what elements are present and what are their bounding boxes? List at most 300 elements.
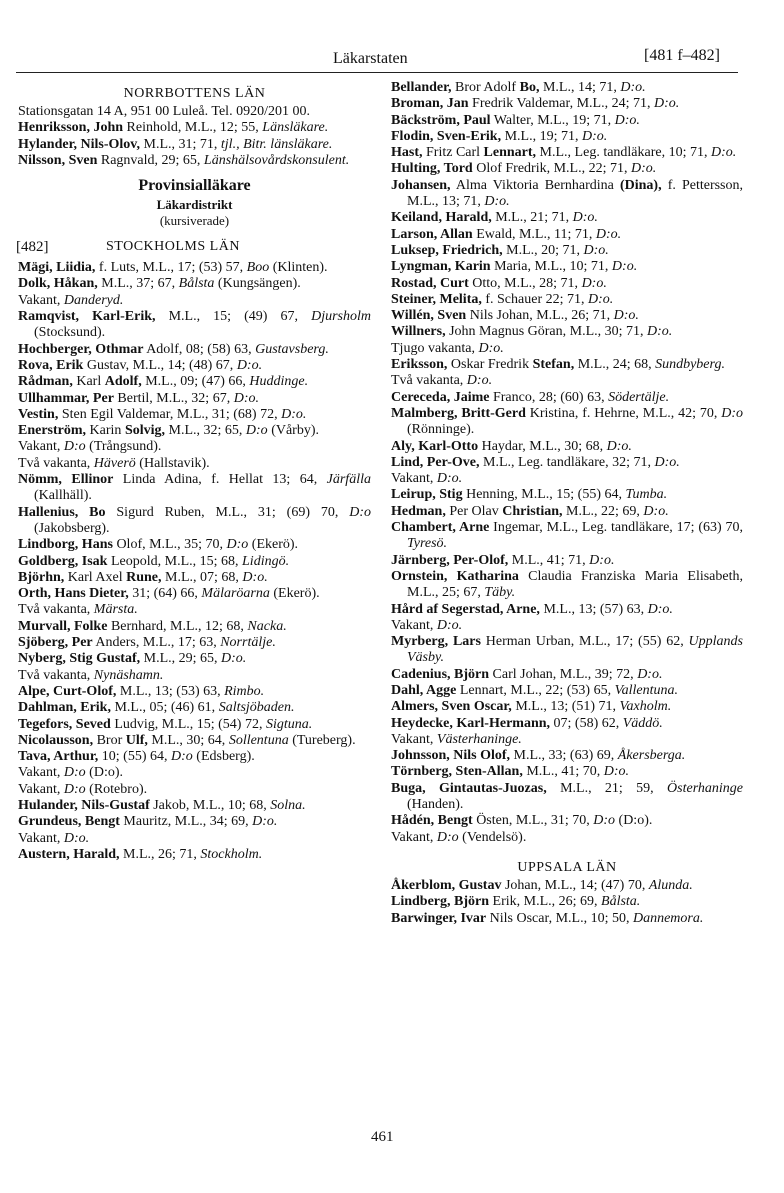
entry-details: Karl Axel [64,569,127,585]
directory-entry [18,717,371,733]
entry-location: Djursholm [311,309,371,325]
norrbotten-address: Stationsgatan 14 A, 951 00 Luleå. Tel. 0920/201 00. [18,104,310,119]
entry-name: Myrberg, Lars [391,634,481,650]
entry-details: Nils Johan, M.L., 26; 71, [466,308,614,324]
entry-location: Rimbo. [224,683,265,699]
entry-details: Olof Fredrik, M.L., 22; 71, [472,161,631,177]
entry-details: Oskar Fredrik [447,357,533,373]
entry-name: Cadenius, Björn [391,666,490,682]
entry-location: D:o. [581,128,608,144]
entry-details: M.L., 30; 64, [147,732,229,748]
directory-entry [391,390,743,406]
entry-details: Vakant, [18,765,64,781]
directory-entry [391,210,743,226]
entry-name: Mägi, Liidia, [18,260,96,276]
entry-location: Danderyd. [63,292,124,308]
entry-name: Rostad, Curt [391,275,469,291]
directory-entry [18,700,371,716]
entry-details: (Kallhäll). [34,488,92,504]
entry-details: Leopold, M.L., 15; 68, [107,553,243,569]
entry-location: Österhaninge [667,780,744,796]
entry-details: Två vakanta, [18,602,94,618]
entry-details: 10; (55) 64, [98,749,171,765]
entry-location: Sollentuna [228,732,289,748]
entry-location: Tumba. [625,487,668,503]
entry-name: Henriksson, John [18,120,124,136]
directory-entry [18,472,371,505]
directory-entry [391,243,743,259]
entry-location: Åkersberga. [617,748,686,764]
entry-details: Adolf, 08; (58) 63, [143,341,256,357]
entry-details: Mauritz, M.L., 34; 69, [119,814,253,830]
entry-details: Karl [72,374,105,390]
directory-entry [391,520,743,553]
directory-entry [391,878,743,894]
directory-entry [18,782,371,798]
directory-entry [18,358,371,374]
directory-entry [391,324,743,340]
entry-location: Alunda. [648,877,693,893]
entry-details: (Kungsängen). [214,276,301,292]
entry-location: D:o. [647,601,673,617]
entry-location: D:o. [589,552,615,568]
entry-details: M.L., 24; 68, [574,357,656,373]
directory-entry [391,227,743,243]
entry-details: M.L., 33; (63) 69, [510,748,618,764]
entry-name: Nicolausson, [18,732,94,748]
directory-entry [18,602,371,618]
provinsial-note: (kursiverade) [159,213,230,229]
directory-entry [391,716,743,732]
entry-name: Sjöberg, Per [18,635,93,651]
directory-entry [18,651,371,667]
entry-name: Rova, Erik [18,357,84,373]
entry-details: Jakob, M.L., 10; 68, [149,797,271,813]
entry-location: D:o [226,537,249,553]
entry-location: D:o. [572,210,598,226]
entry-location: D:o. [581,275,607,291]
entry-location: Västerhaninge. [436,731,522,747]
directory-entry [18,749,371,765]
entry-details: Två vakanta, [391,373,467,389]
stockholm-entries-continued [391,80,743,846]
entry-name: Austern, Harald, [18,846,120,862]
entry-name: Orth, Hans Dieter, [18,586,129,602]
entry-details: Alma Viktoria Bernhardina [450,177,620,193]
directory-entry [391,373,743,389]
directory-entry [18,765,371,781]
entry-name: Lindberg, Björn [391,894,490,910]
entry-details: f. Luts, M.L., 17; (53) 57, [95,260,247,276]
entry-details: M.L., 19; 71, [501,128,582,144]
directory-entry [18,423,371,439]
directory-entry [391,553,743,569]
entry-name: Ramqvist, Karl-Erik, [18,309,156,325]
entry-location: D:o [349,504,371,520]
entry-location: D:o [593,813,616,829]
entry-details: Sten Egil Valdemar, M.L., 31; (68) 72, [58,406,282,422]
directory-entry [391,471,743,487]
entry-name: Willners, [391,324,446,340]
entry-details: Ewald, M.L., 11; 71, [472,226,596,242]
directory-entry [391,406,743,439]
entry-name: Tegefors, Seved [18,716,111,732]
entry-name: Alpe, Curt-Olof, [18,683,117,699]
entry-name: Chambert, Arne [391,520,490,536]
entry-location: D:o. [613,308,639,324]
directory-entry [391,357,743,373]
directory-entry [18,554,371,570]
entry-name: Bellander, [391,80,452,95]
entry-location: D:o. [466,373,493,389]
entry-name: Hulander, Nils-Gustaf [18,797,150,813]
entry-details: Gustav, M.L., 14; (48) 67, [83,357,237,373]
entry-name: Broman, Jan [391,96,469,112]
entry-details: M.L., 21; 59, [546,780,668,796]
entry-name: Bäckström, Paul [391,112,491,128]
directory-entry [18,342,371,358]
directory-entry [18,684,371,700]
entry-location: Huddinge. [249,374,309,390]
entry-name: Goldberg, Isak [18,553,108,569]
directory-entry [391,748,743,764]
entry-name: Heydecke, Karl-Hermann, [391,715,551,731]
entry-location: D:o [63,765,86,781]
entry-location: D:o. [611,259,638,275]
section-page-ref: [482] [16,239,49,256]
entry-name: Nyberg, Stig Gustaf, [18,651,141,667]
entry-name: Lind, Per-Ove, [391,454,480,470]
section-heading-norrbotten: NORRBOTTENS LÄN [123,86,266,101]
entry-location: Dannemora. [632,910,704,926]
directory-entry [391,569,743,602]
entry-location: D:o. [436,471,463,487]
header-rule [16,72,738,73]
entry-name: Dolk, Håkan, [18,276,98,292]
directory-entry [18,814,371,830]
entry-details: Karin [86,423,125,439]
entry-details: Vakant, [391,731,437,747]
entry-location: D:o. [654,454,680,470]
entry-details: (Edsberg). [192,749,255,765]
directory-entry [18,260,371,276]
left-column [18,80,371,863]
entry-name: Hådén, Bengt [391,813,473,829]
directory-entry [18,570,371,586]
directory-entry [18,391,371,407]
directory-entry [391,487,743,503]
entry-name: Hylander, Nils-Olov, [18,136,141,152]
entry-details: Per Olav [445,503,503,519]
entry-details: M.L., 14; 71, [539,80,621,95]
entry-details: Herman Urban, M.L., 17; (55) 62, [480,634,689,650]
entry-name: Aly, Karl-Otto [391,438,479,454]
directory-entry [18,456,371,472]
directory-entry [391,341,743,357]
entry-name: Malmberg, Britt-Gerd [391,405,526,421]
entry-location: D:o. [606,438,632,454]
entry-details: Bernhard, M.L., 12; 68, [107,618,248,634]
entry-name: Steiner, Melita, [391,291,482,307]
directory-entry [18,293,371,309]
entry-location: D:o. [583,242,609,258]
entry-name: (Dina), [619,177,662,193]
entry-name: Lennart, [483,145,537,161]
entry-details: Bror [93,732,126,748]
entry-location: D:o. [711,145,737,161]
directory-entry [18,798,371,814]
entry-details: Ragnvald, 29; 65, [97,152,204,168]
directory-entry [391,830,743,846]
entry-location: Mälaröarna [201,586,270,602]
entry-details: (Rotebro). [85,781,148,797]
entry-details: Olof, M.L., 35; 70, [112,537,227,553]
entry-details: Haydar, M.L., 30; 68, [478,438,607,454]
entry-location: Tyresö. [407,536,448,552]
directory-entry [391,129,743,145]
entry-name: Johnsson, Nils Olof, [391,748,511,764]
entry-location: D:o. [595,226,622,242]
entry-details: (Jakobsberg). [34,520,110,536]
entry-location: Nacka. [247,618,287,634]
entry-details: (Hallstavik). [135,455,210,471]
entry-details: Sigurd Ruben, M.L., 31; (69) 70, [105,504,350,520]
directory-entry [18,847,371,863]
directory-entry [18,276,371,292]
entry-location: D:o. [643,503,669,519]
directory-entry [391,96,743,112]
entry-details: M.L., 31; 71, [140,136,221,152]
directory-entry [391,308,743,324]
entry-details: Två vakanta, [18,667,94,683]
entry-name: Vestin, [18,406,59,422]
directory-entry [18,120,371,136]
entry-location: Märsta. [93,602,138,618]
entry-details: (Trångsund). [85,439,162,455]
directory-entry [18,309,371,342]
directory-entry [18,153,371,169]
entry-location: D:o. [603,764,630,780]
entry-name: Nilsson, Sven [18,152,98,168]
entry-name: Solvig, [124,423,166,439]
entry-details: (Klinten). [269,260,328,276]
entry-location: Norrtälje. [220,635,276,651]
entry-location: D:o. [588,291,614,307]
entry-location: Vallentuna. [614,682,678,698]
entry-location: D:o [721,405,743,421]
entry-location: D:o. [436,617,463,633]
entry-details: Bror Adolf [451,80,520,95]
entry-name: Lyngman, Karin [391,259,491,275]
entry-location: Väddö. [622,715,663,731]
entry-details: Maria, M.L., 10; 71, [490,259,612,275]
entry-location: D:o [63,439,86,455]
entry-name: Adolf, [104,374,142,390]
entry-details: M.L., Leg. tandläkare, 32; 71, [479,454,655,470]
directory-entry [18,733,371,749]
entry-details: 07; (58) 62, [550,715,623,731]
entry-details: Vakant, [18,781,64,797]
entry-details: M.L., 37; 67, [97,276,179,292]
entry-details: (Ekerö). [269,586,320,602]
directory-entry [391,504,743,520]
entry-location: Häverö [93,455,136,471]
page-number: 461 [371,1129,394,1145]
entry-name: Murvall, Folke [18,618,108,634]
page-header-range: [481 f–482] [644,47,720,64]
entry-location: Sigtuna. [265,716,313,732]
entry-details: (D:o). [85,765,123,781]
entry-details: (D:o). [615,813,653,829]
entry-details: Två vakanta, [18,455,94,471]
entry-name: Almers, Sven Oscar, [391,699,512,715]
entry-details: 31; (64) 66, [128,586,202,602]
section-heading-stockholm [18,239,371,256]
directory-entry [391,161,743,177]
entry-details: Ludvig, M.L., 15; (54) 72, [110,716,266,732]
entry-name: Leirup, Stig [391,487,463,503]
entry-details: Vakant, [391,829,437,845]
entry-details: Nils Oscar, M.L., 10; 50, [486,910,633,926]
entry-details: Otto, M.L., 28; 71, [468,275,582,291]
entry-details: Erik, M.L., 26; 69, [489,894,602,910]
entry-location: D:o. [233,390,259,406]
entry-name: Flodin, Sven-Erik, [391,128,502,144]
entry-details: M.L., 13; (57) 63, [539,601,648,617]
directory-entry [391,764,743,780]
entry-location: D:o. [281,406,307,422]
directory-entry [391,634,743,667]
entry-location: D:o [436,829,459,845]
directory-entry [391,113,743,129]
entry-details: Tjugo vakanta, [391,340,479,356]
entry-name: Hulting, Tord [391,161,473,177]
entry-location: Järfälla [326,472,371,488]
entry-details: M.L., 26; 71, [119,846,201,862]
entry-location: Täby. [484,585,516,601]
entry-details: Kristina, f. Hehrne, M.L., 42; 70, [525,405,722,421]
entry-details: John Magnus Göran, M.L., 30; 71, [445,324,648,340]
entry-name: Enerström, [18,423,87,439]
entry-name: Hast, [391,145,423,161]
entry-location: D:o. [620,80,646,95]
entry-location: D:o. [242,569,268,585]
entry-details: M.L., 13; (51) 71, [511,699,620,715]
section-heading-label: STOCKHOLMS LÄN [106,239,240,255]
entry-details: Claudia Franziska Maria Elisabeth, M.L., 25; 67, [407,568,744,601]
entry-name: Christian, [502,503,563,519]
entry-details: (Handen). [407,797,464,813]
entry-location: D:o [171,749,193,765]
right-column [391,80,743,927]
entry-details: Bertil, M.L., 32; 67, [113,390,234,406]
directory-entry [391,699,743,715]
entry-name: Hochberger, Othmar [18,341,144,357]
entry-name: Rune, [126,569,162,585]
entry-details: Anders, M.L., 17; 63, [92,635,221,651]
entry-location: tjl., Bitr. länsläkare. [220,136,333,152]
entry-name: Luksep, Friedrich, [391,242,503,258]
entry-name: Tava, Arthur, [18,749,99,765]
uppsala-entries [391,878,743,927]
entry-details: Linda Adina, f. Hellat 13; 64, [113,472,327,488]
entry-name: Buga, Gintautas-Juozas, [391,780,547,796]
section-heading-uppsala: UPPSALA LÄN [517,859,617,875]
entry-details: M.L., 07; 68, [161,569,243,585]
directory-entry [18,137,371,153]
entry-name: Ornstein, Katharina [391,568,519,584]
entry-name: Dahlman, Erik, [18,700,111,716]
directory-entry [18,668,371,684]
entry-name: Hedman, [391,503,446,519]
entry-location: D:o. [637,666,663,682]
entry-details: Vakant, [18,439,64,455]
provinsial-subheading: Läkardistrikt [156,197,233,213]
entry-name: Åkerblom, Gustav [391,877,502,893]
directory-entry [18,619,371,635]
entry-details: M.L., 29; 65, [140,651,222,667]
entry-details: Vakant, [18,830,64,846]
entry-details: M.L., 05; (46) 61, [110,700,219,716]
directory-entry [391,455,743,471]
entry-details: Vakant, [18,292,64,308]
stockholm-entries [18,260,371,863]
entry-location: D:o. [221,651,247,667]
entry-location: Solna. [270,797,306,813]
directory-entry [391,439,743,455]
directory-entry [391,178,743,211]
directory-entry [391,732,743,748]
entry-name: Hallenius, Bo [18,504,106,520]
entry-location: Saltsjöbaden. [218,700,295,716]
entry-location: D:o. [236,357,263,373]
entry-details: M.L., 41; 70, [522,764,604,780]
directory-entry [391,781,743,814]
entry-name: Dahl, Agge [391,682,457,698]
entry-name: Hård af Segerstad, Arne, [391,601,540,617]
entry-location: D:o [245,423,268,439]
directory-entry [18,586,371,602]
entry-name: Keiland, Harald, [391,210,492,226]
entry-name: Törnberg, Sten-Allan, [391,764,523,780]
directory-entry [18,439,371,455]
entry-details: Reinhold, M.L., 12; 55, [123,120,263,136]
directory-entry [391,259,743,275]
entry-details: f. Schauer 22; 71, [481,291,589,307]
entry-details: Vakant, [391,617,437,633]
directory-entry [391,813,743,829]
entry-location: Vaxholm. [619,699,672,715]
entry-name: Grundeus, Bengt [18,814,120,830]
entry-location: D:o. [614,112,640,128]
entry-name: Ullhammar, Per [18,390,114,406]
entry-name: Björhn, [18,569,65,585]
directory-entry [391,618,743,634]
directory-entry [391,276,743,292]
entry-location: D:o. [252,814,278,830]
entry-details: (Vårby). [267,423,319,439]
entry-location: Stockholm. [200,846,263,862]
entry-location: Länsläkare. [262,120,329,136]
entry-details: Fritz Carl [422,145,484,161]
entry-location: D:o. [63,830,90,846]
entry-location: D:o. [630,161,657,177]
entry-details: (Rönninge). [407,422,475,438]
provinsial-heading: Provinsialläkare [138,177,251,195]
entry-name: Rådman, [18,374,73,390]
entry-name: Stefan, [532,357,575,373]
entry-details: (Ekerö). [248,537,299,553]
